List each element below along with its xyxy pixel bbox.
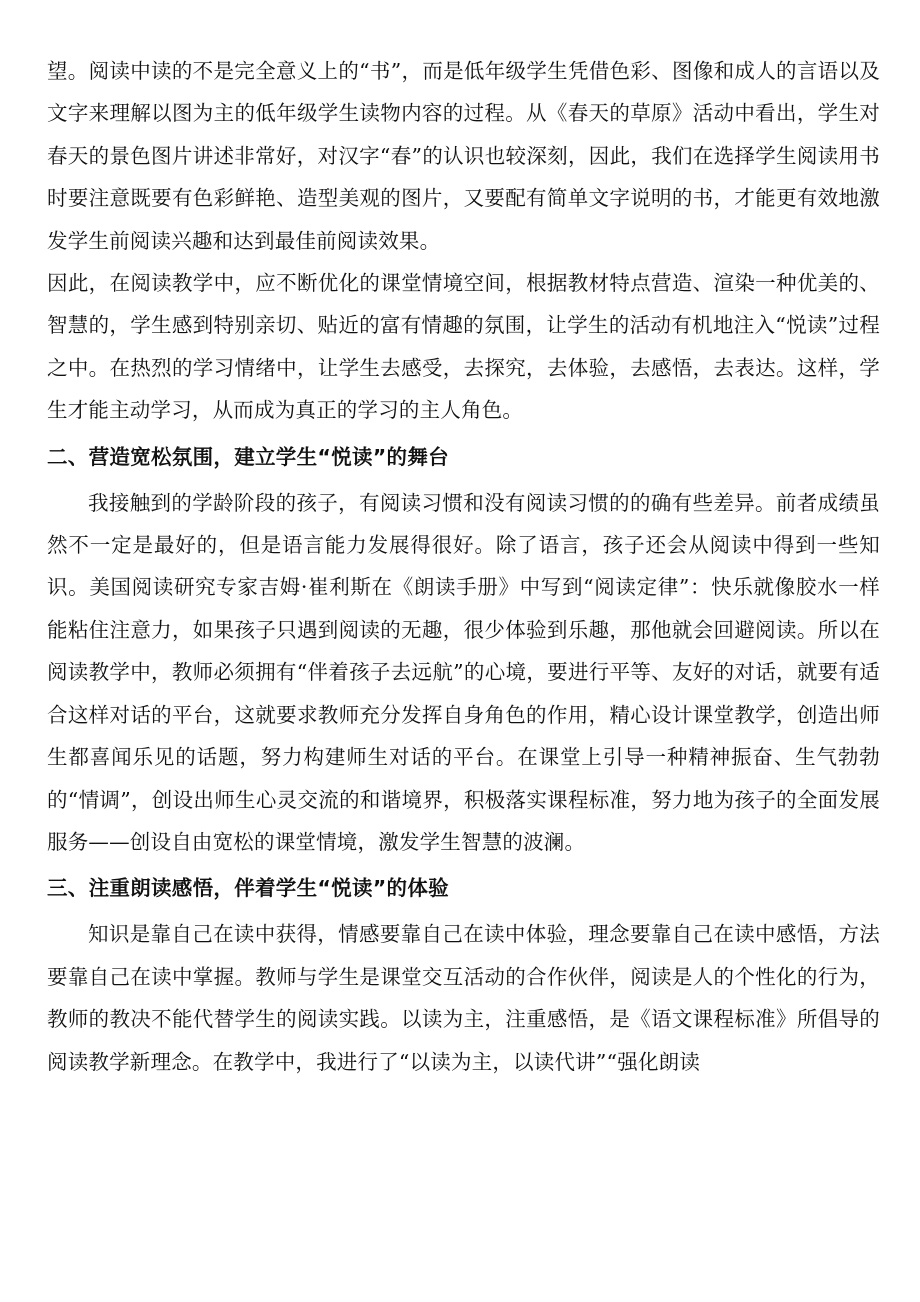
paragraph-section-2: 我接触到的学龄阶段的孩子，有阅读习惯和没有阅读习惯的的确有些差异。前者成绩虽然不一定是最好的，但是语言能力发展得很好。除了语言，孩子还会从阅读中得到一些知识。美国阅读研究专家吉姆·崔利斯在《朗读手册》中写到“阅读定律”：快乐就像胶水一样能粘住注意力，如果孩子只遇到阅读的无趣，很少体验到乐趣，那他就会回避阅读。所以在阅读教学中，教师必须拥有“伴着孩子去远航”的心境，要进行平等、友好的对话，就要有适合这样对话的平台，这就要求教师充分发挥自身角色的作用，精心设计课堂教学，创造出师生都喜闻乐见的话题，努力构建师生对话的平台。在课堂上引导一种精神振奋、生气勃勃的“情调”，创设出师生心灵交流的和谐境界，积极落实课程标准，努力地为孩子的全面发展服务——创设自由宽松的课堂情境，激发学生智慧的波澜。 <box>47 490 880 854</box>
section-heading-3: 三、注重朗读感悟，伴着学生“悦读”的体验 <box>47 876 449 901</box>
section-heading-2: 二、营造宽松氛围，建立学生“悦读”的舞台 <box>47 444 449 469</box>
paragraph-therefore: 因此，在阅读教学中，应不断优化的课堂情境空间，根据教材特点营造、渲染一种优美的、智慧的，学生感到特别亲切、贴近的富有情趣的氛围，让学生的活动有机地注入“悦读”过程之中。在热烈的学习情绪中，让学生去感受，去探究，去体验，去感悟，去表达。这样，学生才能主动学习，从而成为真正的学习的主人角色。 <box>47 271 880 423</box>
paragraph-section-3: 知识是靠自己在读中获得，情感要靠自己在读中体验，理念要靠自己在读中感悟，方法要靠自己在读中掌握。教师与学生是课堂交互活动的合作伙伴，阅读是人的个性化的行为，教师的教决不能代替学生的阅读实践。以读为主，注重感悟，是《语文课程标准》所倡导的阅读教学新理念。在教学中，我进行了“以读为主，以读代讲”“强化朗读 <box>47 922 880 1074</box>
paragraph-continued: 望。阅读中读的不是完全意义上的“书”，而是低年级学生凭借色彩、图像和成人的言语以及文字来理解以图为主的低年级学生读物内容的过程。从《春天的草原》活动中看出，学生对春天的景色图片讲述非常好，对汉字“春”的认识也较深刻，因此，我们在选择学生阅读用书时要注意既要有色彩鲜艳、造型美观的图片，又要配有简单文字说明的书，才能更有效地激发学生前阅读兴趣和达到最佳前阅读效果。 <box>47 59 880 253</box>
